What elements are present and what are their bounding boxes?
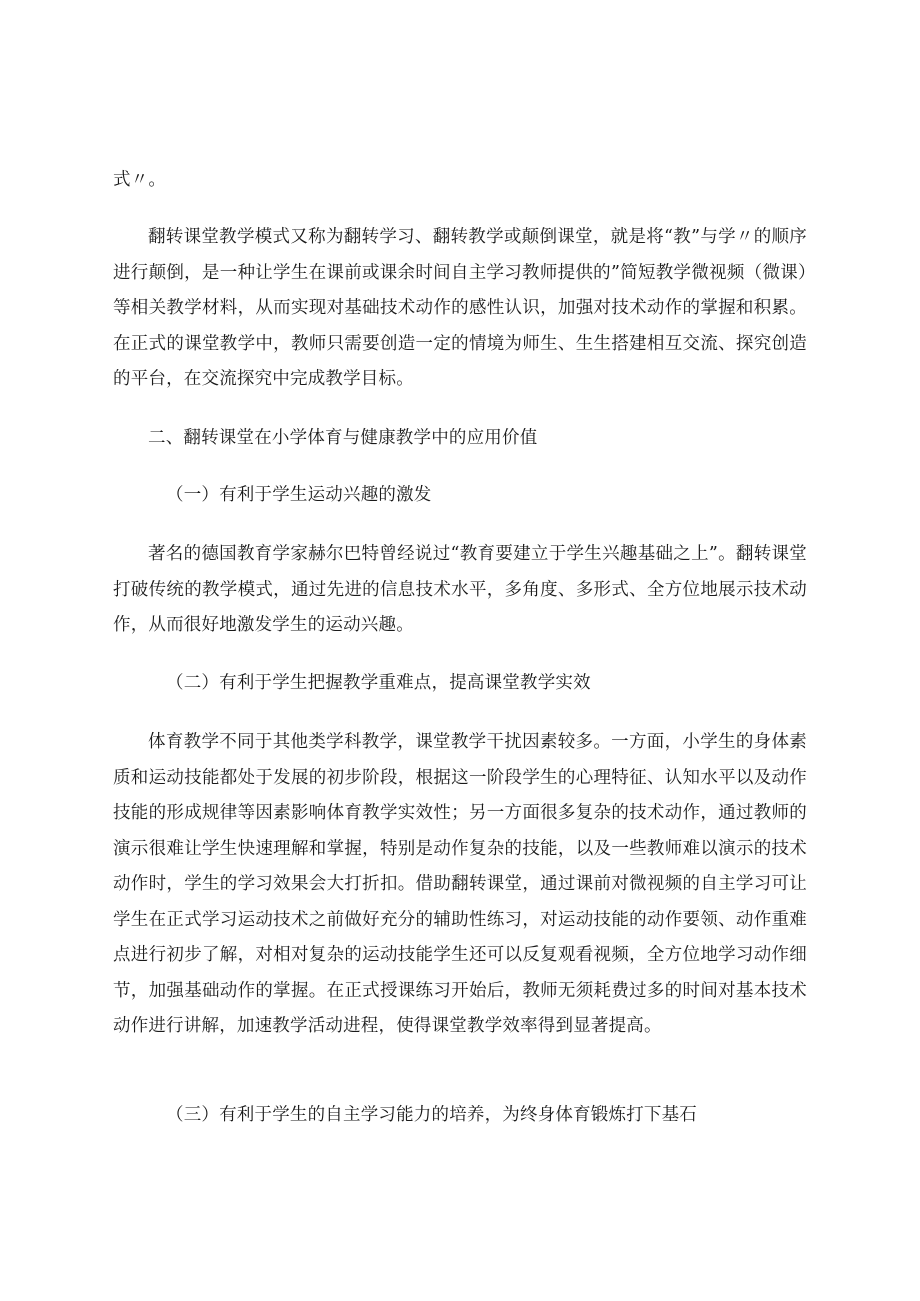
subsection-heading-1: （一）有利于学生运动兴趣的激发	[166, 485, 432, 505]
subsection-heading-2: （二）有利于学生把握教学重难点，提高课堂教学实效	[166, 673, 591, 693]
paragraph-key-points: 体育教学不同于其他类学科教学，课堂教学干扰因素较多。一方面，小学生的身体素质和运动技能都处于发展的初步阶段，根据这一阶段学生的心理特征、认知水平以及动作技能的形成规律等因素影响体育教学实效性；另一方面很多复杂的技术动作，通过教师的演示很难让学生快速理解和掌握，特别是动作复杂的技能，以及一些教师难以演示的技术动作时，学生的学习效果会大打折扣。借助翻转课堂，通过课前对微视频的自主学习可让学生在正式学习运动技术之前做好充分的辅助性练习，对运动技能的动作要领、动作重难点进行初步了解，对相对复杂的运动技能学生还可以反复观看视频，全方位地学习动作细节，加强基础动作的掌握。在正式授课练习开始后，教师无须耗费过多的时间对基本技术动作进行讲解，加速教学活动进程，使得课堂教学效率得到显著提高。	[113, 732, 807, 1036]
paragraph-flipped-classroom-definition: 翻转课堂教学模式又称为翻转学习、翻转教学或颠倒课堂，就是将“教”与学〃的顺序进行颠倒，是一种让学生在课前或课余时间自主学习教师提供的”简短教学微视频（微课）等相关教学材料，从而实现对基础技术动作的感性认识，加强对技术动作的掌握和积累。在正式的课堂教学中，教师只需要创造一定的情境为师生、生生搭建相互交流、探究创造的平台，在交流探究中完成教学目标。	[113, 227, 807, 389]
subsection-heading-3: （三）有利于学生的自主学习能力的培养，为终身体育锻炼打下基石	[166, 1105, 697, 1125]
text-fragment-top: 式〃。	[113, 170, 167, 190]
section-heading-2: 二、翻转课堂在小学体育与健康教学中的应用价值	[148, 428, 538, 448]
paragraph-motivation: 著名的德国教育学家赫尔巴特曾经说过“教育要建立于学生兴趣基础之上”。翻转课堂打破传统的教学模式，通过先进的信息技术水平，多角度、多形式、全方位地展示技术动作，从而很好地激发学生的运动兴趣。	[113, 544, 807, 635]
